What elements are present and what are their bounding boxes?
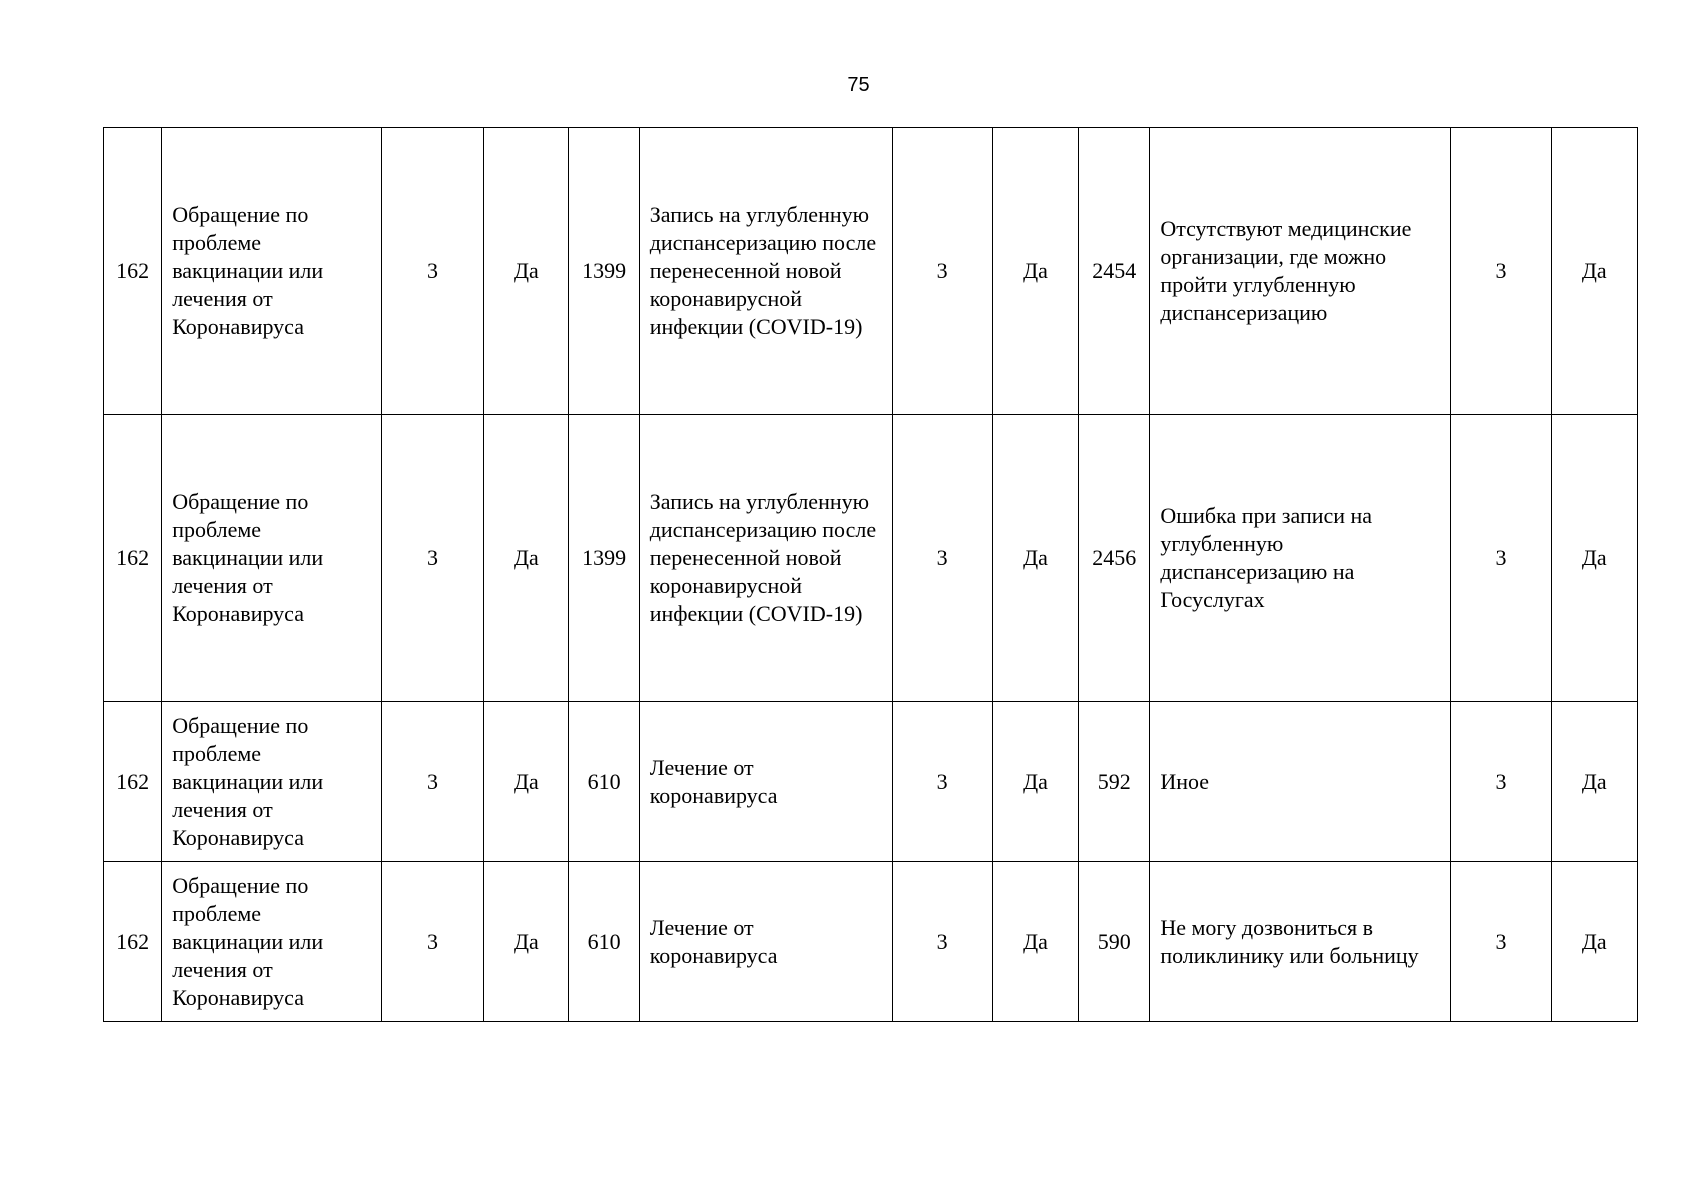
category-level: 3 (381, 128, 483, 415)
topic-name: Лечение от коронавируса (639, 702, 892, 862)
category-level: 3 (381, 862, 483, 1022)
row-id: 162 (104, 862, 162, 1022)
category-name: Обращение по проблеме вакцинации или лечения от Коронавируса (162, 862, 382, 1022)
category-name: Обращение по проблеме вакцинации или лечения от Коронавируса (162, 702, 382, 862)
subtopic-level: 3 (1451, 128, 1551, 415)
topic-id: 1399 (569, 128, 639, 415)
table-row (104, 415, 1638, 702)
subtopic-name: Иное (1150, 702, 1451, 862)
subtopic-name: Не могу дозвониться в поликлинику или больницу (1150, 862, 1451, 1022)
topic-level: 3 (892, 702, 992, 862)
subtopic-level: 3 (1451, 702, 1551, 862)
subtopic-id: 2456 (1079, 415, 1150, 702)
topic-level: 3 (892, 128, 992, 415)
subtopic-id: 590 (1079, 862, 1150, 1022)
topic-id: 1399 (569, 415, 639, 702)
subtopic-id: 2454 (1079, 128, 1150, 415)
subtopic-flag: Да (1551, 415, 1637, 702)
classifier-table (103, 127, 1638, 1022)
topic-id: 610 (569, 702, 639, 862)
topic-name: Лечение от коронавируса (639, 862, 892, 1022)
topic-id: 610 (569, 862, 639, 1022)
subtopic-flag: Да (1551, 702, 1637, 862)
table-row (104, 128, 1638, 415)
subtopic-name: Отсутствуют медицинские организации, где можно пройти углубленную диспансеризацию (1150, 128, 1451, 415)
topic-flag: Да (992, 702, 1078, 862)
topic-name: Запись на углубленную диспансеризацию после перенесенной новой коронавирусной инфекции (COVID-19) (639, 415, 892, 702)
subtopic-level: 3 (1451, 862, 1551, 1022)
subtopic-level: 3 (1451, 415, 1551, 702)
topic-flag: Да (992, 415, 1078, 702)
topic-level: 3 (892, 862, 992, 1022)
topic-level: 3 (892, 415, 992, 702)
category-flag: Да (484, 702, 569, 862)
subtopic-flag: Да (1551, 862, 1637, 1022)
subtopic-name: Ошибка при записи на углубленную диспансеризацию на Госуслугах (1150, 415, 1451, 702)
table-row (104, 862, 1638, 1022)
category-level: 3 (381, 702, 483, 862)
category-flag: Да (484, 862, 569, 1022)
subtopic-id: 592 (1079, 702, 1150, 862)
row-id: 162 (104, 415, 162, 702)
topic-flag: Да (992, 862, 1078, 1022)
page-number: 75 (847, 74, 870, 96)
category-name: Обращение по проблеме вакцинации или лечения от Коронавируса (162, 415, 382, 702)
topic-flag: Да (992, 128, 1078, 415)
category-level: 3 (381, 415, 483, 702)
category-name: Обращение по проблеме вакцинации или лечения от Коронавируса (162, 128, 382, 415)
topic-name: Запись на углубленную диспансеризацию после перенесенной новой коронавирусной инфекции (COVID-19) (639, 128, 892, 415)
category-flag: Да (484, 415, 569, 702)
row-id: 162 (104, 128, 162, 415)
category-flag: Да (484, 128, 569, 415)
subtopic-flag: Да (1551, 128, 1637, 415)
table-row (104, 702, 1638, 862)
row-id: 162 (104, 702, 162, 862)
